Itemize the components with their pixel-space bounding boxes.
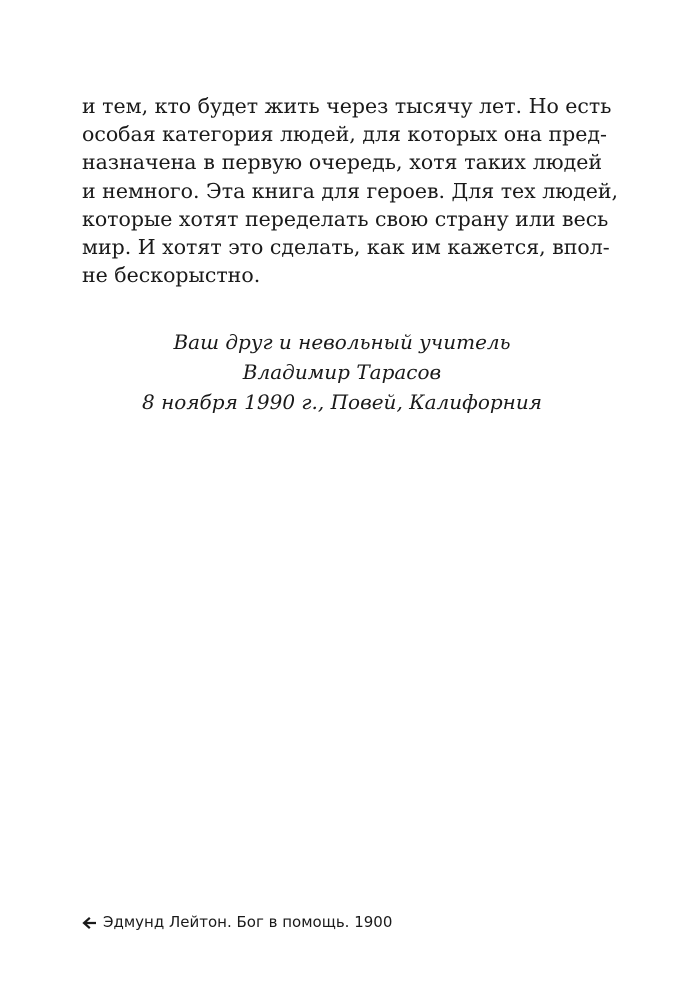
paragraph-line: назначена в первую очередь, хотя таких людей <box>82 150 602 175</box>
arrow-left-icon <box>82 915 96 929</box>
signature-salutation: Ваш друг и невольный учитель <box>173 330 511 354</box>
body-paragraph <box>82 92 619 289</box>
paragraph-line: которые хотят переделать свою страну или весь <box>82 206 609 231</box>
paragraph-line: и немного. Эта книга для героев. Для тех людей, <box>82 178 619 203</box>
illustration-caption <box>82 912 392 932</box>
signature-date-place: 8 ноября 1990 г., Повей, Калифорния <box>142 390 542 414</box>
paragraph-line: мир. И хотят это сделать, как им кажется, впол- <box>82 235 610 260</box>
signature-block <box>82 327 602 417</box>
caption-text: Эдмунд Лейтон. Бог в помощь. 1900 <box>103 913 393 931</box>
paragraph-line: не бескорыстно. <box>82 263 261 288</box>
signature-author-name: Владимир Тарасов <box>242 360 442 384</box>
paragraph-line: и тем, кто будет жить через тысячу лет. Но есть <box>82 94 612 118</box>
paragraph-line: особая категория людей, для которых она пред- <box>82 122 607 147</box>
